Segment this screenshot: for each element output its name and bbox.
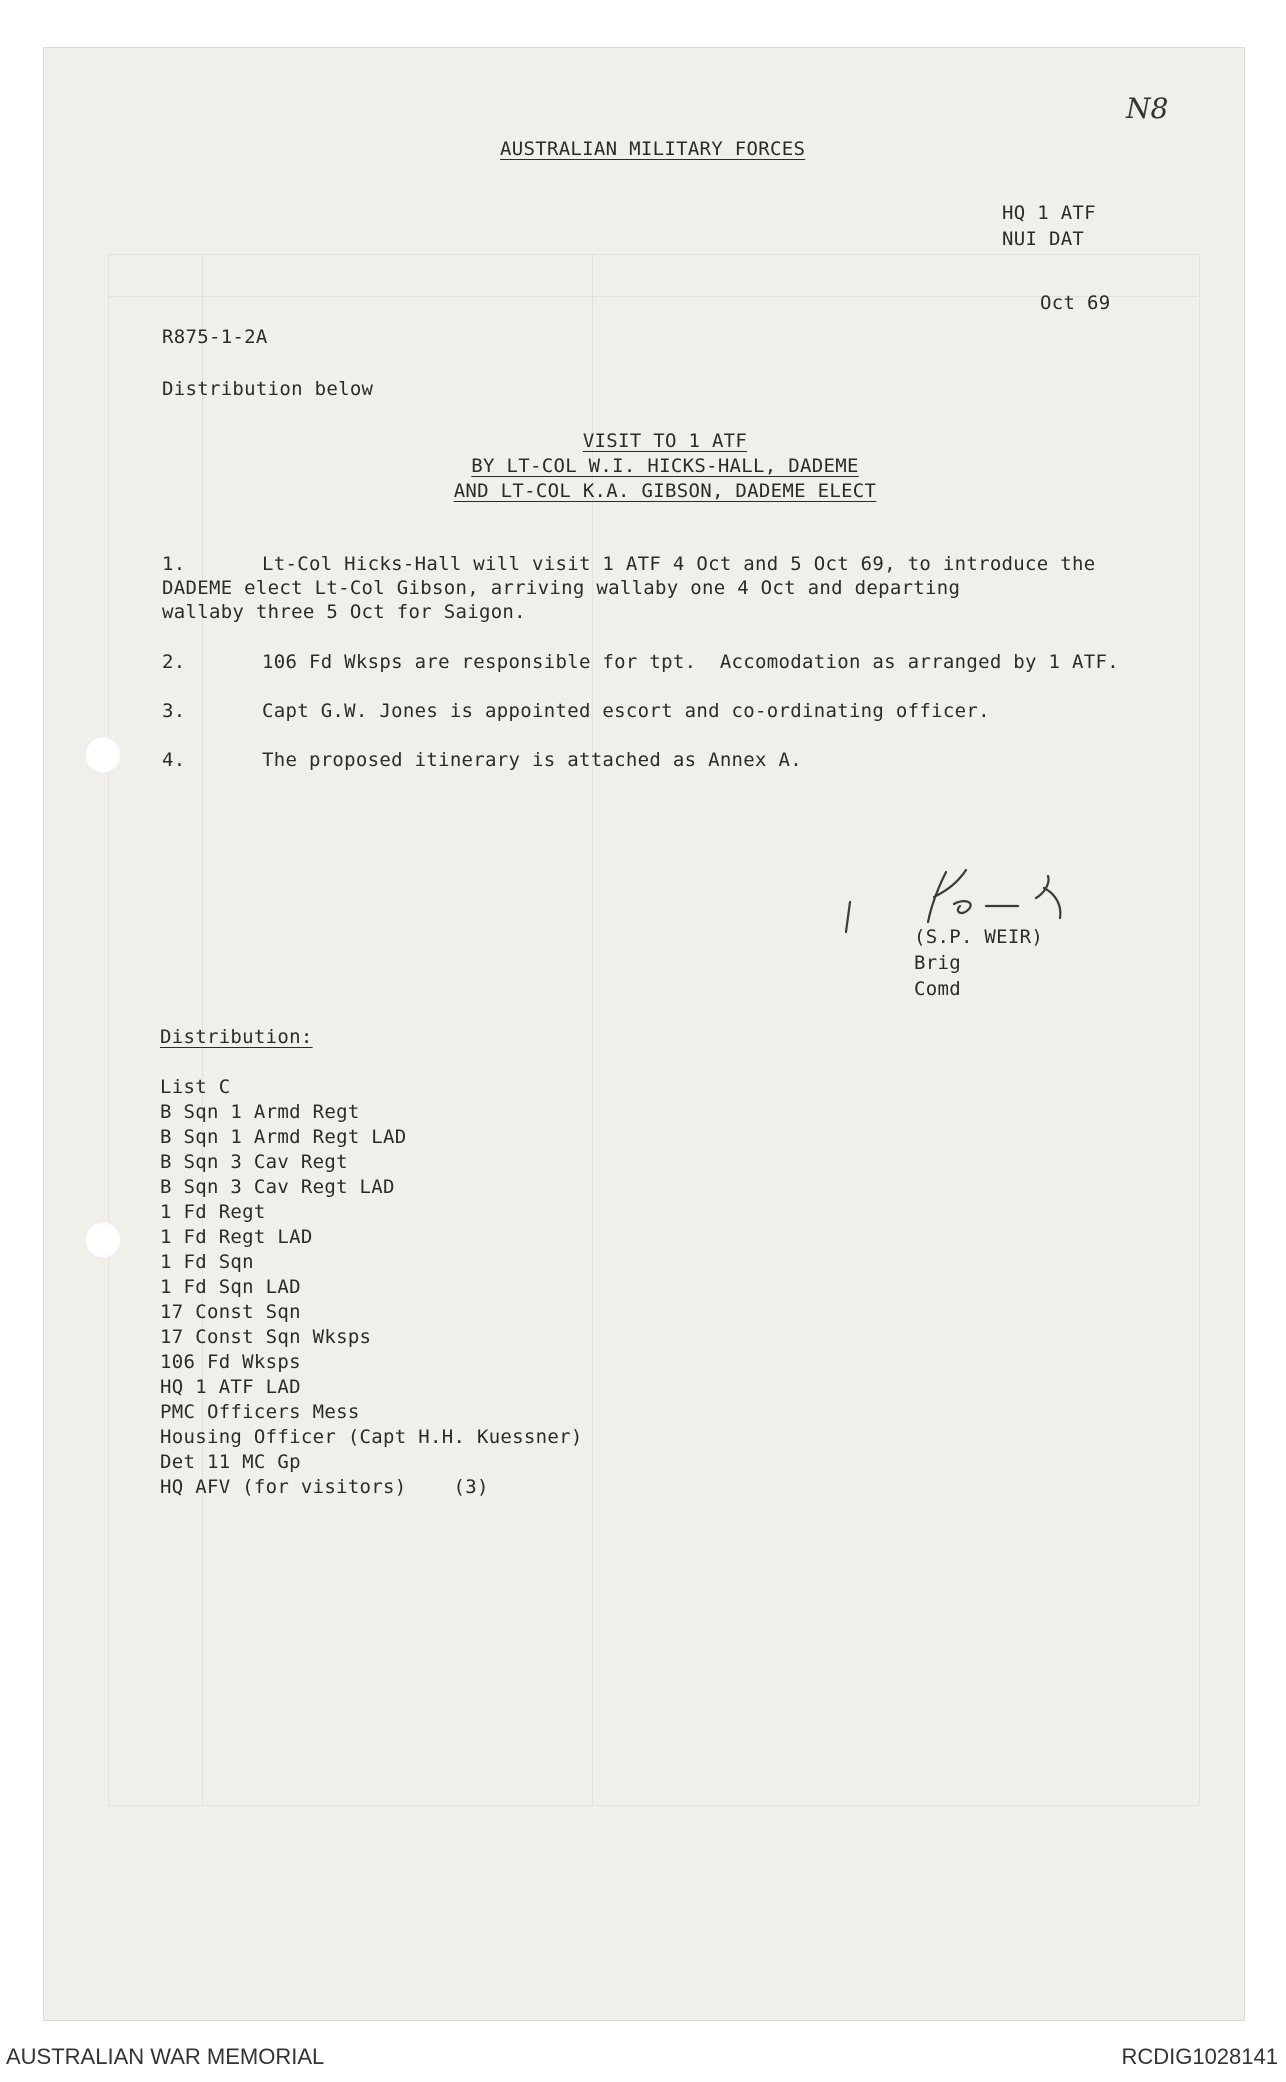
subject-line-2: BY LT-COL W.I. HICKS-HALL, DADEME xyxy=(471,455,859,477)
list-item: Housing Officer (Capt H.H. Kuessner) xyxy=(160,1426,583,1448)
archive-id: RCDIG1028141 xyxy=(1121,2044,1278,2069)
list-item: HQ AFV (for visitors) (3) xyxy=(160,1476,489,1498)
list-item: PMC Officers Mess xyxy=(160,1401,360,1423)
show-through-line xyxy=(108,296,1198,297)
punch-hole xyxy=(84,1221,122,1259)
hq-line-2: NUI DAT xyxy=(1002,228,1085,250)
document-date: Oct 69 xyxy=(1040,292,1111,314)
folio-number: N8 xyxy=(1126,92,1169,125)
paragraph-1-line-2: DADEME elect Lt-Col Gibson, arriving wallaby one 4 Oct and departing xyxy=(162,577,961,599)
paragraph-4-line-1: The proposed itinerary is attached as Annex A. xyxy=(262,749,802,771)
list-item: 1 Fd Regt xyxy=(160,1201,266,1223)
paragraph-2-line-1: 106 Fd Wksps are responsible for tpt. Accomodation as arranged by 1 ATF. xyxy=(262,651,1119,673)
list-item: 1 Fd Sqn LAD xyxy=(160,1276,301,1298)
list-item: 106 Fd Wksps xyxy=(160,1351,301,1373)
punch-hole xyxy=(84,736,122,774)
list-item: 17 Const Sqn xyxy=(160,1301,301,1323)
list-item: B Sqn 3 Cav Regt LAD xyxy=(160,1176,395,1198)
paragraph-number: 3. xyxy=(162,700,186,722)
paragraph-3-line-1: Capt G.W. Jones is appointed escort and co-ordinating officer. xyxy=(262,700,990,722)
list-item: 1 Fd Regt LAD xyxy=(160,1226,313,1248)
subject-line-3: AND LT-COL K.A. GIBSON, DADEME ELECT xyxy=(453,480,877,502)
list-item: HQ 1 ATF LAD xyxy=(160,1376,301,1398)
paragraph-number: 2. xyxy=(162,651,186,673)
list-item: Det 11 MC Gp xyxy=(160,1451,301,1473)
list-item: B Sqn 1 Armd Regt xyxy=(160,1101,360,1123)
list-item: 17 Const Sqn Wksps xyxy=(160,1326,372,1348)
distribution-note: Distribution below xyxy=(162,378,374,400)
paragraph-number: 1. xyxy=(162,553,186,575)
signatory-name: (S.P. WEIR) xyxy=(914,926,1044,948)
archive-credit: AUSTRALIAN WAR MEMORIAL xyxy=(6,2044,325,2069)
list-item: List C xyxy=(160,1076,231,1098)
subject-line-1: VISIT TO 1 ATF xyxy=(582,430,748,452)
paragraph-number: 4. xyxy=(162,749,186,771)
signatory-appointment: Comd xyxy=(914,978,961,1000)
document-header: AUSTRALIAN MILITARY FORCES xyxy=(500,138,806,160)
distribution-heading: Distribution: xyxy=(160,1026,313,1048)
paragraph-1-line-3: wallaby three 5 Oct for Saigon. xyxy=(162,601,526,623)
paragraph-1-line-1: Lt-Col Hicks-Hall will visit 1 ATF 4 Oct and 5 Oct 69, to introduce the xyxy=(262,553,1096,575)
list-item: B Sqn 3 Cav Regt xyxy=(160,1151,348,1173)
hq-line-1: HQ 1 ATF xyxy=(1002,202,1096,224)
signatory-rank: Brig xyxy=(914,952,961,974)
file-reference: R875-1-2A xyxy=(162,326,268,348)
list-item: B Sqn 1 Armd Regt LAD xyxy=(160,1126,407,1148)
list-item: 1 Fd Sqn xyxy=(160,1251,254,1273)
